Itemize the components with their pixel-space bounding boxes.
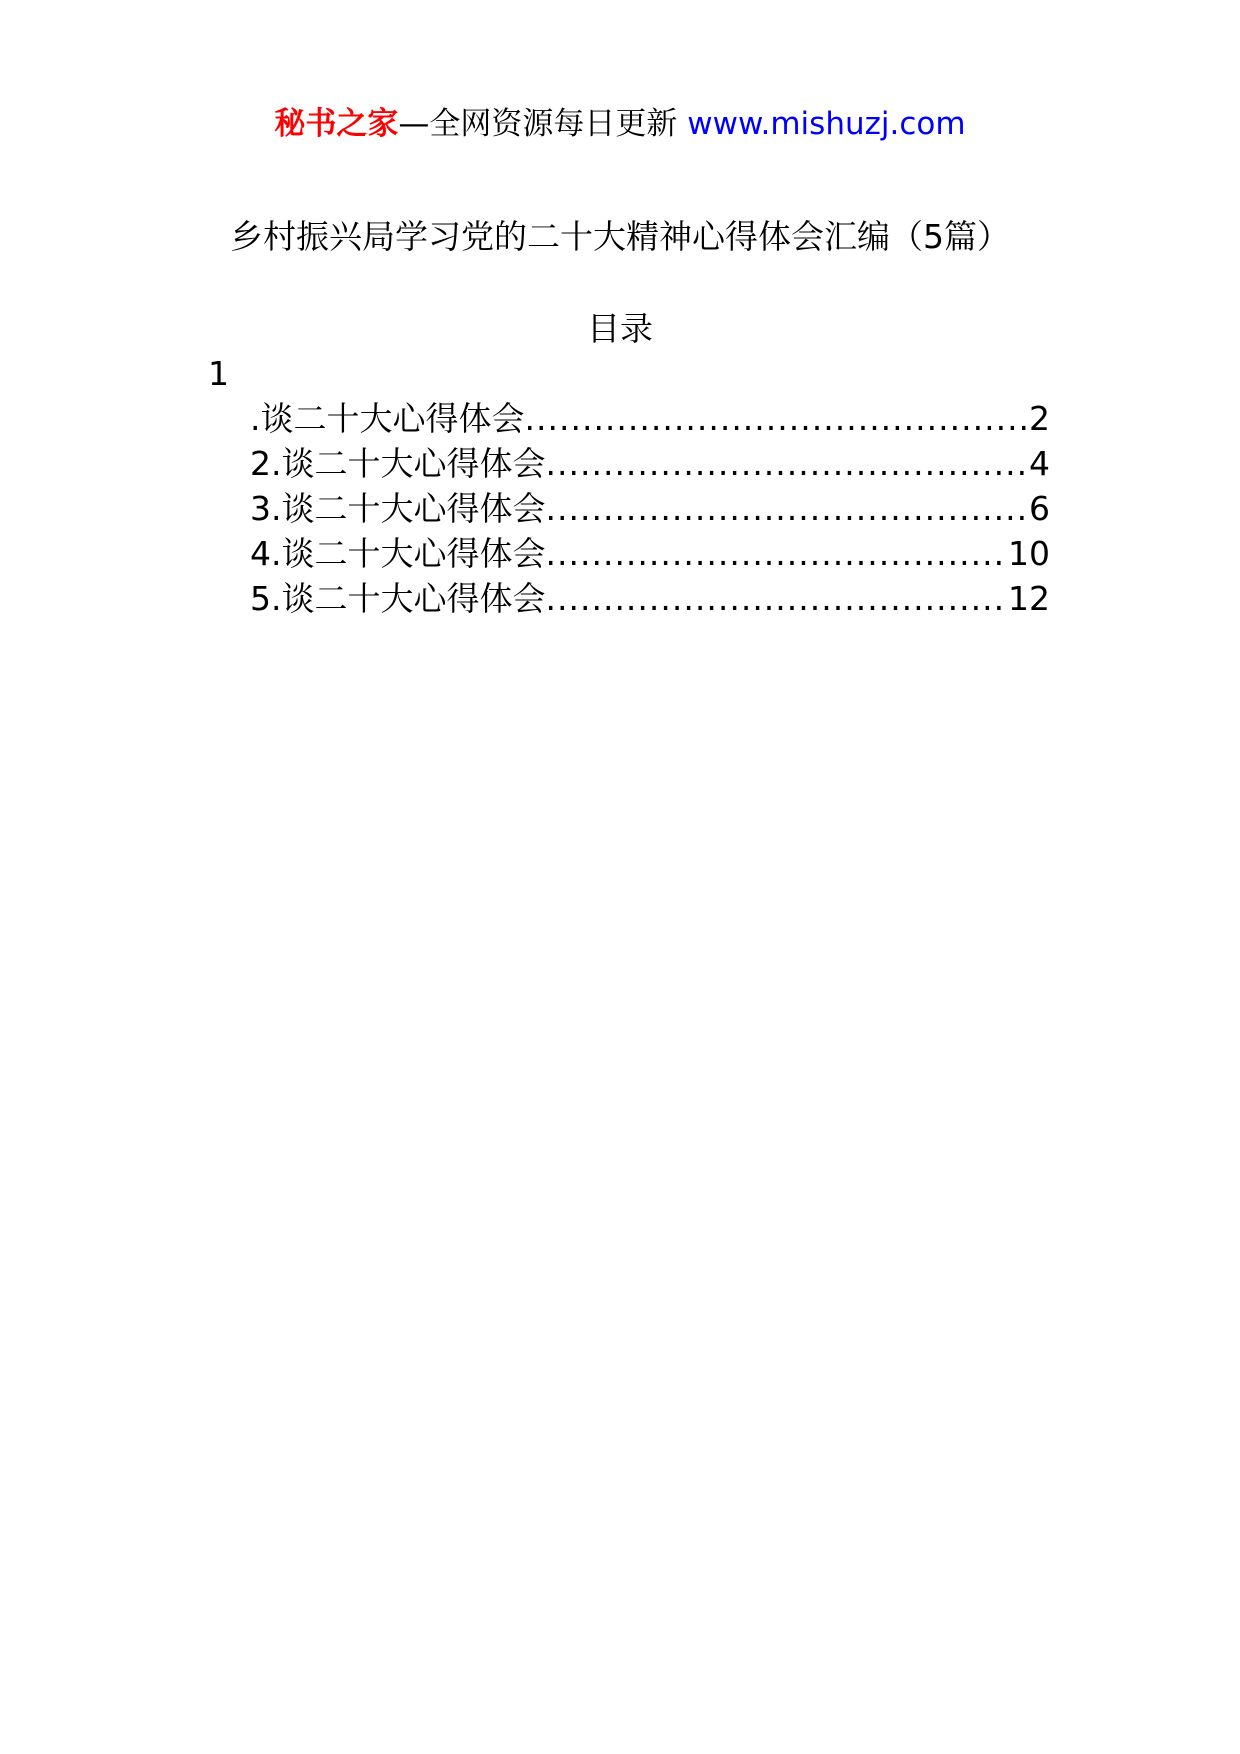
toc-dot-leader <box>525 396 1030 441</box>
toc-entry[interactable] <box>250 576 1050 621</box>
toc-number: 1 <box>208 354 229 393</box>
toc-entry[interactable] <box>250 531 1050 576</box>
toc-entry[interactable] <box>250 486 1050 531</box>
toc-dot-leader <box>546 486 1030 531</box>
table-of-contents <box>250 396 1050 621</box>
toc-entry-label: 5.谈二十大心得体会 <box>250 579 546 618</box>
toc-entry[interactable] <box>250 441 1050 486</box>
toc-entry-page: 2 <box>1029 399 1050 438</box>
toc-dot-leader <box>546 531 1009 576</box>
toc-entry-label: 2.谈二十大心得体会 <box>250 444 546 483</box>
document-title: 乡村振兴局学习党的二十大精神心得体会汇编（5篇） <box>230 217 1010 256</box>
toc-entry-label: .谈二十大心得体会 <box>250 399 525 438</box>
toc-dot-leader <box>546 441 1030 486</box>
toc-entry-page: 4 <box>1029 444 1050 483</box>
toc-entry-page: 12 <box>1008 579 1050 618</box>
site-slogan: —全网资源每日更新 <box>398 106 678 142</box>
toc-heading: 目录 <box>587 309 653 348</box>
toc-dot-leader <box>546 576 1009 621</box>
site-name: 秘书之家 <box>274 106 399 142</box>
toc-entry-label: 3.谈二十大心得体会 <box>250 489 546 528</box>
site-header <box>0 102 1240 146</box>
toc-entry[interactable] <box>250 396 1050 441</box>
site-url-link[interactable]: www.mishuzj.com <box>687 106 966 142</box>
toc-entry-page: 10 <box>1008 534 1050 573</box>
toc-entry-page: 6 <box>1029 489 1050 528</box>
toc-entry-label: 4.谈二十大心得体会 <box>250 534 546 573</box>
